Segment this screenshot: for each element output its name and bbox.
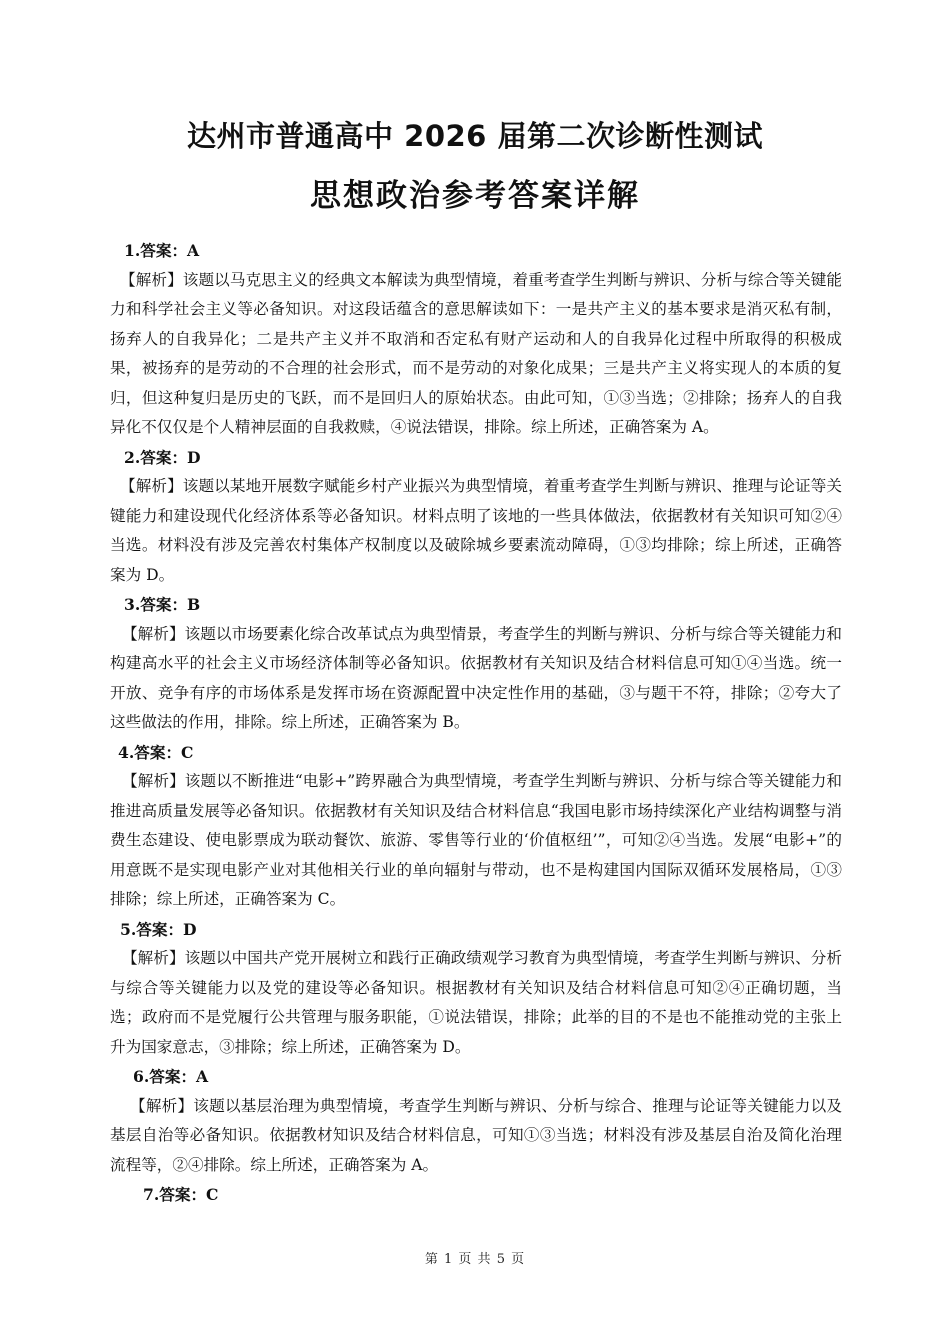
document-title: 达州市普通高中 2026 届第二次诊断性测试 xyxy=(187,119,763,153)
explanation-2: 【解析】该题以某地开展数字赋能乡村产业振兴为典型情境，着重考查学生判断与辨识、推理与论证等关键能力和建设现代化经济体系等必备知识。材料点明了该地的一些具体做法，依据教材有关知识可知②④当选。材料没有涉及完善农村集体产权制度以及破除城乡要素流动障碍，①③均排除；综上所述，正确答案为 D。 xyxy=(110,477,842,584)
answer-5: 5.答案：D xyxy=(120,919,197,939)
explanation-5: 【解析】该题以中国共产党开展树立和践行正确政绩观学习教育为典型情境，考查学生判断与辨识、分析与综合等关键能力以及党的建设等必备知识。根据教材有关知识及结合材料信息可知②④正确切题，当选；政府而不是党履行公共管理与服务职能，①说法错误，排除；此举的目的不是也不能推动党的主张上升为国家意志，③排除；综上所述，正确答案为 D。 xyxy=(110,949,842,1056)
answer-1: 1.答案：A xyxy=(124,241,200,260)
document-subtitle: 思想政治参考答案详解 xyxy=(310,178,640,214)
answer-4: 4.答案：C xyxy=(118,742,194,762)
answer-content xyxy=(110,236,842,1210)
explanation-6: 【解析】该题以基层治理为典型情境，考查学生判断与辨识、分析与综合、推理与论证等关键能力以及基层自治等必备知识。依据教材知识及结合材料信息，可知①③当选；材料没有涉及基层自治及简化治理流程等，②④排除。综上所述，正确答案为 A。 xyxy=(110,1096,842,1174)
answer-7: 7.答案：C xyxy=(143,1185,219,1204)
explanation-3: 【解析】该题以市场要素化综合改革试点为典型情景，考查学生的判断与辨识、分析与综合等关键能力和构建高水平的社会主义市场经济体制等必备知识。依据教材有关知识及结合材料信息可知①④当选。统一开放、竞争有序的市场体系是发挥市场在资源配置中决定性作用的基础，③与题干不符，排除；②夸大了这些做法的作用，排除。综上所述，正确答案为 B。 xyxy=(110,624,842,731)
answer-3: 3.答案：B xyxy=(124,595,201,614)
page-number: 第 1 页 共 5 页 xyxy=(424,1252,526,1267)
answer-2: 2.答案：D xyxy=(124,447,201,467)
explanation-4: 【解析】该题以不断推进“电影+”跨界融合为典型情境，考查学生判断与辨识、分析与综合等关键能力和推进高质量发展等必备知识。依据教材有关知识及结合材料信息“我国电影市场持续深化产业结构调整与消费生态建设、使电影票成为联动餐饮、旅游、零售等行业的‘价值枢纽’”，可知②④当选。发展“电影+”的用意既不是实现电影产业对其他相关行业的单向辐射与带动，也不是构建国内国际双循环发展格局，①③排除；综上所述，正确答案为 C。 xyxy=(110,772,842,908)
explanation-1: 【解析】该题以马克思主义的经典文本解读为典型情境，着重考查学生判断与辨识、分析与综合等关键能力和科学社会主义等必备知识。对这段话蕴含的意思解读如下：一是共产主义的基本要求是消灭私有制，扬弃人的自我异化；二是共产主义并不取消和否定私有财产运动和人的自我异化过程中所取得的积极成果，被扬弃的是劳动的不合理的社会形式，而不是劳动的对象化成果；三是共产主义将实现人的本质的复归，但这种复归是历史的飞跃，而不是回归人的原始状态。由此可知，①③当选；②排除；扬弃人的自我异化不仅仅是个人精神层面的自我救赎，④说法错误，排除。综上所述，正确答案为 A。 xyxy=(110,270,842,436)
answer-6: 6.答案：A xyxy=(133,1067,209,1086)
